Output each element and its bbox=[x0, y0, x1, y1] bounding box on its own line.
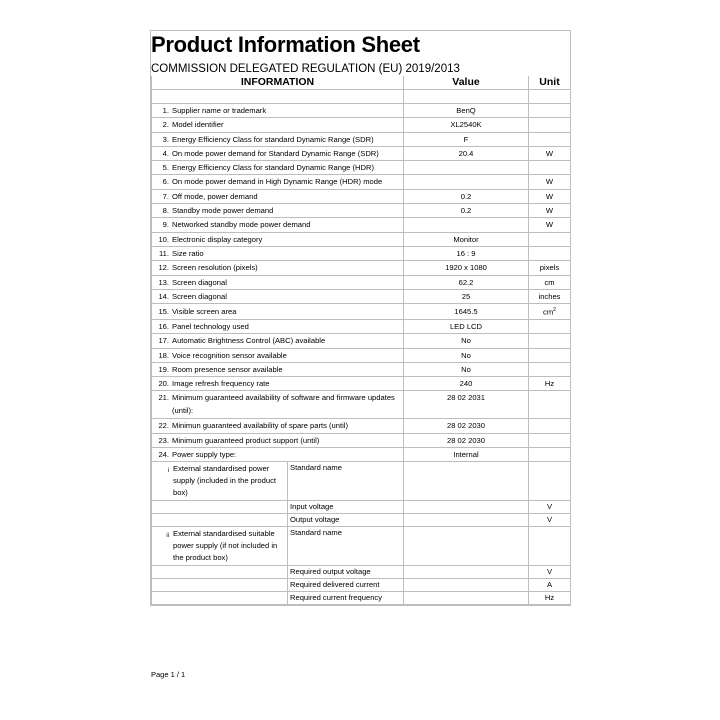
row-number: 12. bbox=[158, 263, 169, 273]
power-supply-marker: ii bbox=[166, 533, 169, 540]
power-supply-row bbox=[152, 527, 571, 566]
row-number: 21. bbox=[158, 393, 169, 403]
row-label bbox=[152, 175, 404, 189]
row-unit bbox=[529, 304, 571, 320]
spacer-row bbox=[152, 90, 571, 104]
row-label bbox=[152, 204, 404, 218]
row-unit bbox=[529, 204, 571, 218]
row-number: 2. bbox=[162, 120, 169, 130]
power-supply-value bbox=[404, 566, 529, 579]
row-unit bbox=[529, 334, 571, 348]
regulation-subtitle: COMMISSION DELEGATED REGULATION (EU) 2019/2013 bbox=[151, 63, 460, 75]
information-table bbox=[151, 76, 571, 605]
row-value: Monitor bbox=[404, 232, 529, 246]
power-supply-field: Standard name bbox=[288, 527, 404, 566]
table-row bbox=[152, 275, 571, 289]
row-label-text: Panel technology used bbox=[172, 321, 249, 331]
table-row bbox=[152, 175, 571, 189]
row-label bbox=[152, 377, 404, 391]
power-supply-value bbox=[404, 527, 529, 566]
row-label-text: Room presence sensor available bbox=[172, 364, 283, 374]
row-value: XL2540K bbox=[404, 118, 529, 132]
row-label bbox=[152, 261, 404, 275]
row-label-text: Minimum guaranteed product support (until) bbox=[172, 435, 320, 445]
row-label-text: Automatic Brightness Control (ABC) available bbox=[172, 336, 326, 346]
row-unit bbox=[529, 146, 571, 160]
row-label bbox=[152, 448, 404, 462]
power-supply-unit bbox=[529, 527, 571, 566]
row-unit bbox=[529, 175, 571, 189]
table-row bbox=[152, 391, 571, 419]
power-supply-marker: i bbox=[167, 468, 169, 475]
row-label-text: Voice recognition sensor available bbox=[172, 350, 287, 360]
unit-header: Unit bbox=[529, 76, 571, 90]
power-supply-field: Output voltage bbox=[288, 514, 404, 527]
row-value: 16 : 9 bbox=[404, 246, 529, 260]
row-unit-text: W bbox=[545, 148, 554, 158]
row-label-text: Energy Efficiency Class for standard Dynamic Range (SDR) bbox=[172, 134, 374, 144]
row-number: 1. bbox=[162, 106, 169, 115]
row-value: No bbox=[404, 348, 529, 362]
row-label-text: Networked standby mode power demand bbox=[172, 220, 311, 230]
row-unit-text: W bbox=[545, 191, 554, 201]
row-label bbox=[152, 146, 404, 160]
row-value: 0.2 bbox=[404, 204, 529, 218]
row-label bbox=[152, 319, 404, 333]
row-value: 28 02 2030 bbox=[404, 433, 529, 447]
power-supply-field: Required current frequency bbox=[288, 592, 404, 605]
table-row bbox=[152, 304, 571, 320]
row-number: 6. bbox=[162, 177, 169, 187]
power-supply-row bbox=[152, 462, 571, 501]
power-supply-row bbox=[152, 514, 571, 527]
information-header: INFORMATION bbox=[152, 76, 404, 90]
row-number: 23. bbox=[158, 435, 169, 445]
table-row bbox=[152, 118, 571, 132]
row-label-text: Screen diagonal bbox=[172, 277, 227, 287]
row-label bbox=[152, 304, 404, 320]
row-unit bbox=[529, 261, 571, 275]
row-value: 28 02 2030 bbox=[404, 419, 529, 433]
row-unit-text: W bbox=[545, 177, 554, 187]
power-supply-value bbox=[404, 592, 529, 605]
row-unit-text: cm bbox=[543, 307, 554, 317]
table-row bbox=[152, 146, 571, 160]
table-row bbox=[152, 246, 571, 260]
power-supply-blank bbox=[152, 514, 288, 527]
row-label-text: Screen resolution (pixels) bbox=[172, 263, 258, 273]
power-supply-blank bbox=[152, 566, 288, 579]
row-value bbox=[404, 218, 529, 232]
row-unit-text: W bbox=[545, 220, 554, 230]
row-unit bbox=[529, 189, 571, 203]
power-supply-label bbox=[152, 462, 288, 501]
row-number: 17. bbox=[158, 336, 169, 346]
page-number: Page 1 / 1 bbox=[151, 670, 186, 679]
row-label-text: Energy Efficiency Class for standard Dynamic Range (HDR) bbox=[172, 163, 375, 173]
power-supply-unit: Hz bbox=[529, 592, 571, 605]
row-label bbox=[152, 118, 404, 132]
row-label bbox=[152, 334, 404, 348]
row-unit bbox=[529, 118, 571, 132]
row-unit-text: Hz bbox=[544, 379, 555, 389]
row-number: 4. bbox=[162, 148, 169, 158]
row-label-text: On mode power demand for Standard Dynamic Range (SDR) bbox=[172, 148, 379, 158]
row-unit bbox=[529, 362, 571, 376]
row-value: LED LCD bbox=[404, 319, 529, 333]
row-value: Internal bbox=[404, 448, 529, 462]
power-supply-row bbox=[152, 566, 571, 579]
row-number: 19. bbox=[158, 364, 169, 374]
row-number: 7. bbox=[162, 191, 169, 201]
row-unit-text: W bbox=[545, 206, 554, 216]
row-label-text: Image refresh frequency rate bbox=[172, 379, 270, 389]
table-row bbox=[152, 261, 571, 275]
power-supply-blank bbox=[152, 579, 288, 592]
row-value: F bbox=[404, 132, 529, 146]
row-unit bbox=[529, 319, 571, 333]
power-supply-unit: V bbox=[529, 501, 571, 514]
row-number: 9. bbox=[162, 220, 169, 230]
row-label bbox=[152, 232, 404, 246]
row-value: 28 02 2031 bbox=[404, 391, 529, 419]
row-label-text: Off mode, power demand bbox=[172, 191, 258, 201]
table-row bbox=[152, 232, 571, 246]
table-row bbox=[152, 132, 571, 146]
row-unit bbox=[529, 377, 571, 391]
row-label bbox=[152, 391, 404, 419]
row-label bbox=[152, 362, 404, 376]
row-unit bbox=[529, 289, 571, 303]
row-unit bbox=[529, 132, 571, 146]
row-label bbox=[152, 161, 404, 175]
table-row bbox=[152, 289, 571, 303]
row-label-text: Size ratio bbox=[172, 248, 204, 258]
row-value: No bbox=[404, 334, 529, 348]
table-row bbox=[152, 362, 571, 376]
value-header: Value bbox=[404, 76, 529, 90]
row-unit-text: pixels bbox=[539, 263, 560, 273]
row-label-text: Standby mode power demand bbox=[172, 206, 274, 216]
row-number: 14. bbox=[158, 291, 169, 301]
row-value: 25 bbox=[404, 289, 529, 303]
row-unit-text: cm bbox=[544, 277, 555, 287]
row-label bbox=[152, 433, 404, 447]
row-label bbox=[152, 275, 404, 289]
power-supply-unit: A bbox=[529, 579, 571, 592]
row-unit bbox=[529, 232, 571, 246]
power-supply-value bbox=[404, 579, 529, 592]
unit-superscript: 2 bbox=[553, 307, 556, 314]
row-unit-text: inches bbox=[538, 291, 561, 301]
table-row bbox=[152, 161, 571, 175]
power-supply-blank bbox=[152, 501, 288, 514]
row-label-text: Screen diagonal bbox=[172, 291, 227, 301]
table-row bbox=[152, 433, 571, 447]
row-label bbox=[152, 419, 404, 433]
row-label-text: Minimum guaranteed availability of software and firmware updates (until): bbox=[172, 393, 395, 416]
row-number: 15. bbox=[158, 306, 169, 316]
table-header-row bbox=[152, 76, 571, 90]
table-row bbox=[152, 377, 571, 391]
row-value: 62.2 bbox=[404, 275, 529, 289]
row-number: 20. bbox=[158, 379, 169, 389]
power-supply-blank bbox=[152, 592, 288, 605]
row-unit bbox=[529, 448, 571, 462]
product-information-sheet bbox=[150, 30, 571, 606]
table-row bbox=[152, 204, 571, 218]
power-supply-unit bbox=[529, 462, 571, 501]
table-row bbox=[152, 348, 571, 362]
row-number: 16. bbox=[158, 321, 169, 331]
table-row bbox=[152, 104, 571, 118]
row-label bbox=[152, 289, 404, 303]
row-value: 1920 x 1080 bbox=[404, 261, 529, 275]
power-supply-unit: V bbox=[529, 514, 571, 527]
row-value: 0.2 bbox=[404, 189, 529, 203]
row-label-text: Visible screen area bbox=[172, 306, 237, 316]
row-label-text: Supplier name or trademark bbox=[172, 106, 267, 115]
row-label-text: Model identifier bbox=[172, 120, 224, 130]
row-value: 20.4 bbox=[404, 146, 529, 160]
power-supply-field: Standard name bbox=[288, 462, 404, 501]
row-number: 5. bbox=[162, 163, 169, 173]
row-label bbox=[152, 348, 404, 362]
row-number: 11. bbox=[159, 248, 169, 258]
table-row bbox=[152, 319, 571, 333]
power-supply-value bbox=[404, 501, 529, 514]
row-number: 8. bbox=[162, 206, 169, 216]
power-supply-unit: V bbox=[529, 566, 571, 579]
row-label bbox=[152, 189, 404, 203]
row-label bbox=[152, 246, 404, 260]
row-label-text: On mode power demand in High Dynamic Range (HDR) mode bbox=[172, 177, 383, 187]
row-value: 1645.5 bbox=[404, 304, 529, 320]
row-unit bbox=[529, 348, 571, 362]
row-number: 22. bbox=[158, 421, 169, 431]
table-row bbox=[152, 448, 571, 462]
row-value: BenQ bbox=[404, 104, 529, 118]
power-supply-row bbox=[152, 501, 571, 514]
row-value bbox=[404, 161, 529, 175]
power-supply-row bbox=[152, 579, 571, 592]
row-unit bbox=[529, 218, 571, 232]
power-supply-label-text: External standardised suitable power supply (if not included in the product box) bbox=[173, 529, 278, 563]
row-number: 18. bbox=[158, 350, 169, 360]
row-value bbox=[404, 175, 529, 189]
row-label-text: Electronic display category bbox=[172, 234, 263, 244]
row-label bbox=[152, 104, 404, 118]
row-unit bbox=[529, 246, 571, 260]
table-row bbox=[152, 334, 571, 348]
row-unit bbox=[529, 391, 571, 419]
row-label bbox=[152, 218, 404, 232]
page-title: Product Information Sheet bbox=[151, 32, 420, 57]
power-supply-field: Required output voltage bbox=[288, 566, 404, 579]
row-label bbox=[152, 132, 404, 146]
row-value: No bbox=[404, 362, 529, 376]
row-unit bbox=[529, 275, 571, 289]
power-supply-label-text: External standardised power supply (included in the product box) bbox=[173, 464, 277, 498]
table-row bbox=[152, 189, 571, 203]
row-unit bbox=[529, 104, 571, 118]
row-number: 24. bbox=[158, 450, 169, 460]
row-label-text: Minimun guaranteed availability of spare parts (until) bbox=[172, 421, 349, 431]
row-number: 13. bbox=[158, 277, 169, 287]
power-supply-value bbox=[404, 462, 529, 501]
row-unit bbox=[529, 161, 571, 175]
power-supply-field: Required delivered current bbox=[288, 579, 404, 592]
power-supply-value bbox=[404, 514, 529, 527]
power-supply-label bbox=[152, 527, 288, 566]
power-supply-field: Input voltage bbox=[288, 501, 404, 514]
row-value: 240 bbox=[404, 377, 529, 391]
row-number: 10. bbox=[158, 234, 169, 244]
table-row bbox=[152, 419, 571, 433]
power-supply-row bbox=[152, 592, 571, 605]
table-row bbox=[152, 218, 571, 232]
row-label-text: Power supply type: bbox=[172, 450, 237, 460]
row-number: 3. bbox=[162, 134, 169, 144]
row-unit bbox=[529, 419, 571, 433]
row-unit bbox=[529, 433, 571, 447]
